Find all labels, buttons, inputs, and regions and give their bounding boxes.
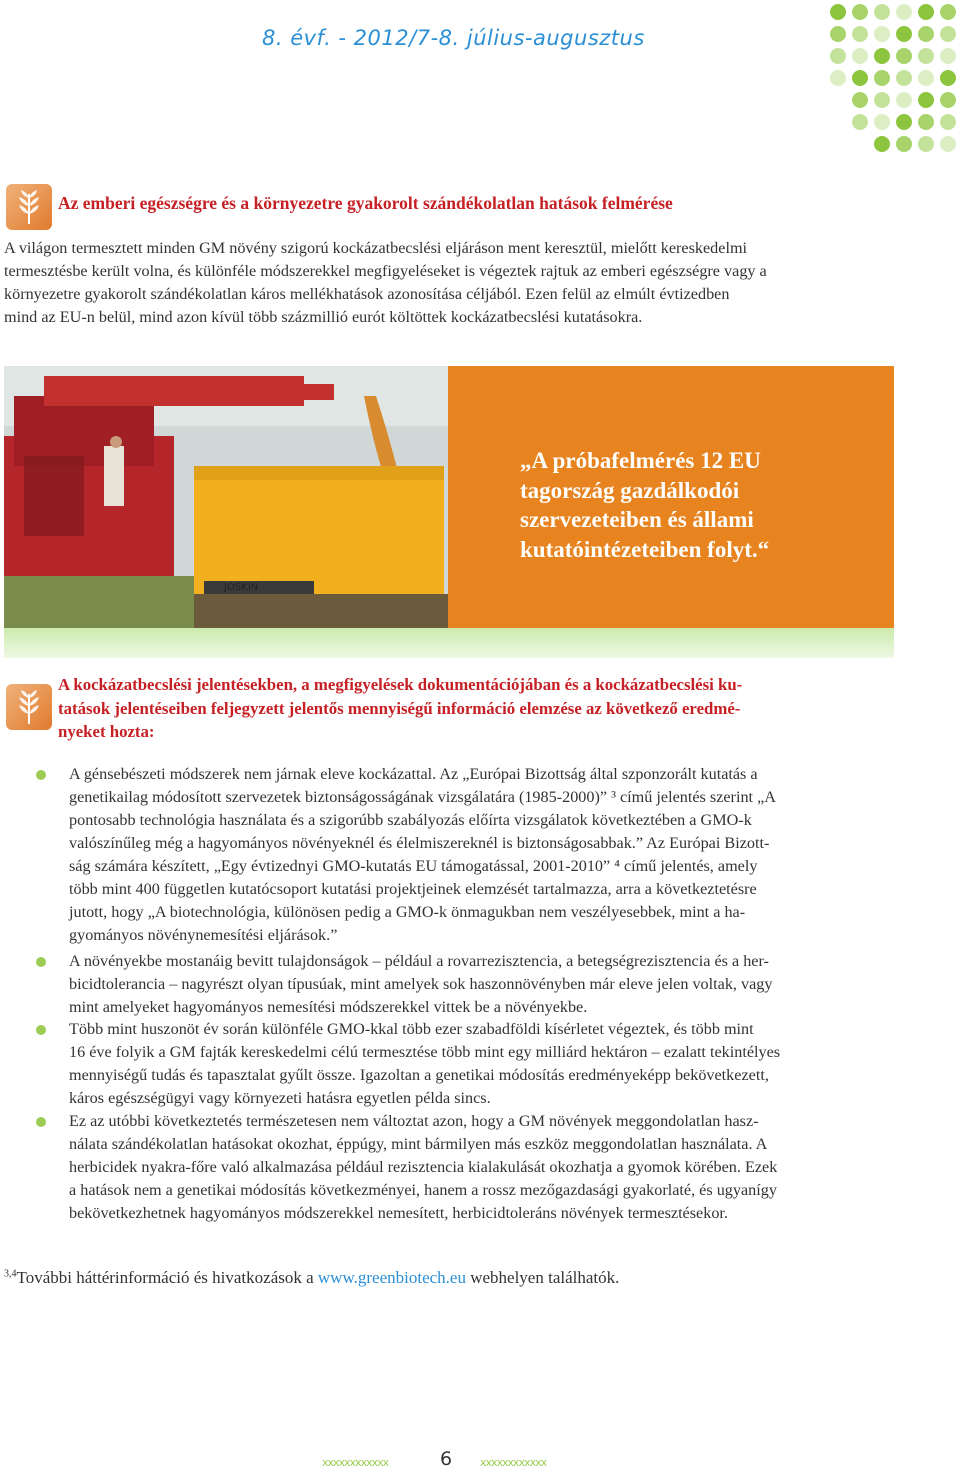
decor-dot <box>940 114 956 130</box>
website-link[interactable]: www.greenbiotech.eu <box>317 1268 466 1287</box>
footnote <box>4 1268 619 1288</box>
footer-decoration-left: xxxxxxxxxxxx <box>322 1456 389 1469</box>
decor-dot <box>830 4 846 20</box>
decor-dot <box>852 48 868 64</box>
decor-dot <box>918 136 934 152</box>
heading-line: A kockázatbecslési jelentésekben, a megfigyelések dokumentációjában és a kockázatbecslési ku- <box>58 675 743 694</box>
paragraph-line: A világon termesztett minden GM növény szigorú kockázatbecslési eljáráson ment keresztül, mielőtt kereskedelmi <box>4 239 748 257</box>
decor-dot <box>940 70 956 86</box>
page-number: 6 <box>440 1448 453 1470</box>
bullet-line: Ez az utóbbi következtetés természetesen nem változtat azon, hogy a GM növények meggondolatlan hasz- <box>69 1112 759 1130</box>
bullet-line: több mint 400 független kutatócsoport kutatási projektjeinek elemzését tartalmazza, arra a következtetésre <box>69 880 757 898</box>
decor-dot <box>896 92 912 108</box>
wheat-icon <box>6 684 52 730</box>
green-band <box>4 628 894 658</box>
bullet-line: jutott, hogy „A biotechnológia, különösen pedig a GMO-k önmagukban nem veszélyesebbek, mint a ha- <box>69 903 746 921</box>
bullet-line: A génsebészeti módszerek nem járnak eleve kockázattal. Az „Európai Bizottság által szponzorált kutatás a <box>69 765 758 783</box>
bullet-line: a hatások nem a genetikai módosítás következményei, hanem a rossz mezőgazdasági gyakorlaté, és ugyanígy <box>69 1181 777 1199</box>
decor-dot <box>940 4 956 20</box>
bullet-line: bicidtolerancia – nagyrészt olyan típusúak, mint amelyek sok haszonnövényben már eleve jelen voltak, vagy <box>69 975 773 993</box>
bullet-line: genetikailag módosított szervezetek biztonságosságának vizsgálatára (1985-2000)” ³ című jelentés szerint „A <box>69 788 776 806</box>
paragraph-line: környezetre gyakorolt szándékolatlan káros mellékhatások azonosítása céljából. Ezen felül az elmúlt évtizedben <box>4 285 730 303</box>
wheat-icon <box>6 184 52 230</box>
decorative-dots-icon <box>820 2 960 162</box>
decor-dot <box>896 26 912 42</box>
bullet-line: 16 éve folyik a GM fajták kereskedelmi célú termesztése több mint egy milliárd hektáron – ezalatt tekintélyes <box>69 1043 781 1061</box>
footnote-text-end: webhelyen találhatók. <box>465 1268 620 1287</box>
bullet-line: gyományos növénynemesítési eljárások.” <box>69 926 338 944</box>
decor-dot <box>918 114 934 130</box>
decor-dot <box>830 26 846 42</box>
decor-dot <box>940 26 956 42</box>
quote-line: tagország gazdálkodói <box>520 477 740 503</box>
heading-line: tatások jelentéseiben feljegyzett jelentős mennyiségű információ elemzése az következő eredmé- <box>58 698 741 718</box>
pull-quote-box <box>448 366 894 628</box>
decor-dot <box>852 114 868 130</box>
paragraph-line: mind az EU-n belül, mind azon kívül több százmillió eurót költöttek kockázatbecslési kutatásokra. <box>4 308 643 326</box>
intro-paragraph <box>4 237 896 329</box>
decor-dot <box>940 136 956 152</box>
footer-decoration-right: xxxxxxxxxxxx <box>480 1456 547 1469</box>
quote-line: kutatóintézeteiben folyt.“ <box>520 536 770 562</box>
bullet-line: herbicidek nyakra-főre való alkalmazása például rezisztencia kialakulását okozhatja a gyomok körében. Ezek <box>69 1158 778 1176</box>
issue-header: 8. évf. - 2012/7-8. július-augusztus <box>262 26 645 50</box>
decor-dot <box>852 70 868 86</box>
bullet-dot-icon <box>36 957 46 967</box>
bullet-line: Több mint huszonöt év során különféle GMO-kkal több ezer szabadföldi kísérletet végeztek, és több mint <box>69 1020 754 1038</box>
svg-text:JOSKIN: JOSKIN <box>224 582 259 593</box>
quote-line: „A próbafelmérés 12 EU <box>520 448 761 473</box>
decor-dot <box>896 4 912 20</box>
pull-quote <box>520 446 860 564</box>
bullet-dot-icon <box>36 1025 46 1035</box>
decor-dot <box>874 26 890 42</box>
decor-dot <box>852 92 868 108</box>
quote-line: szervezeteiben és állami <box>520 507 754 532</box>
decor-dot <box>874 70 890 86</box>
decor-dot <box>918 48 934 64</box>
findings-heading <box>58 673 898 744</box>
bullet-line: mennyiségű tudás és tapasztalat gyűlt össze. Igazoltan a genetikai módosítás eredményeképp bekövetkezett, <box>69 1066 769 1084</box>
bullet-dot-icon <box>36 1117 46 1127</box>
decor-dot <box>852 4 868 20</box>
bullet-line: káros egészségügyi vagy környezeti hatásra egyetlen példa sincs. <box>69 1089 491 1107</box>
decor-dot <box>940 48 956 64</box>
bullet-line: A növényekbe mostanáig bevitt tulajdonságok – például a rovarrezisztencia, a betegségrezisztencia és a her- <box>69 952 769 970</box>
decor-dot <box>830 48 846 64</box>
bullet-dot-icon <box>36 770 46 780</box>
bullet-line: ság számára készített, „Egy évtizednyi GMO-kutatás EU támogatással, 2001-2010” ⁴ című jelentés, amely <box>69 857 758 875</box>
heading-line: nyeket hozta: <box>58 722 155 741</box>
section-title: Az emberi egészségre és a környezetre gyakorolt szándékolatlan hatások felmérése <box>58 193 673 213</box>
decor-dot <box>896 48 912 64</box>
harvester-photo <box>4 366 448 628</box>
bullet-line: nálata szándékolatlan hatásokat okozhat, éppúgy, mint bármilyen más eszköz meggondolatlan használata. A <box>69 1135 768 1153</box>
decor-dot <box>874 48 890 64</box>
decor-dot <box>830 70 846 86</box>
decor-dot <box>896 136 912 152</box>
decor-dot <box>918 4 934 20</box>
decor-dot <box>940 92 956 108</box>
bullet-line: mint amelyeket hagyományos nemesítési módszerekkel vittek be a növényekbe. <box>69 998 588 1016</box>
bullet-line: valószínűleg még a hagyományos növényeknél és élelmiszereknél is biztonságosabbak.” Az Európai Bizott- <box>69 834 770 852</box>
footnote-text: További háttérinformáció és hivatkozások a <box>16 1268 318 1287</box>
decor-dot <box>896 114 912 130</box>
decor-dot <box>896 70 912 86</box>
decor-dot <box>874 92 890 108</box>
paragraph-line: termesztésbe került volna, és különféle módszerekkel megfigyeléseket is végeztek rajtuk az emberi egészségre vagy a <box>4 262 767 280</box>
footnote-marker: 3,4 <box>4 1268 17 1280</box>
decor-dot <box>918 26 934 42</box>
bullet-line: bekövetkezhetnek hagyományos módszerekkel nemesített, herbicidtoleráns növények termesztésekor. <box>69 1204 728 1222</box>
decor-dot <box>852 26 868 42</box>
bullet-line: pontosabb technológia használata és a szigorúbb szabályozás előírta vizsgálatok következtében a GMO-k <box>69 811 752 829</box>
decor-dot <box>874 136 890 152</box>
decor-dot <box>918 70 934 86</box>
decor-dot <box>874 114 890 130</box>
decor-dot <box>874 4 890 20</box>
decor-dot <box>918 92 934 108</box>
